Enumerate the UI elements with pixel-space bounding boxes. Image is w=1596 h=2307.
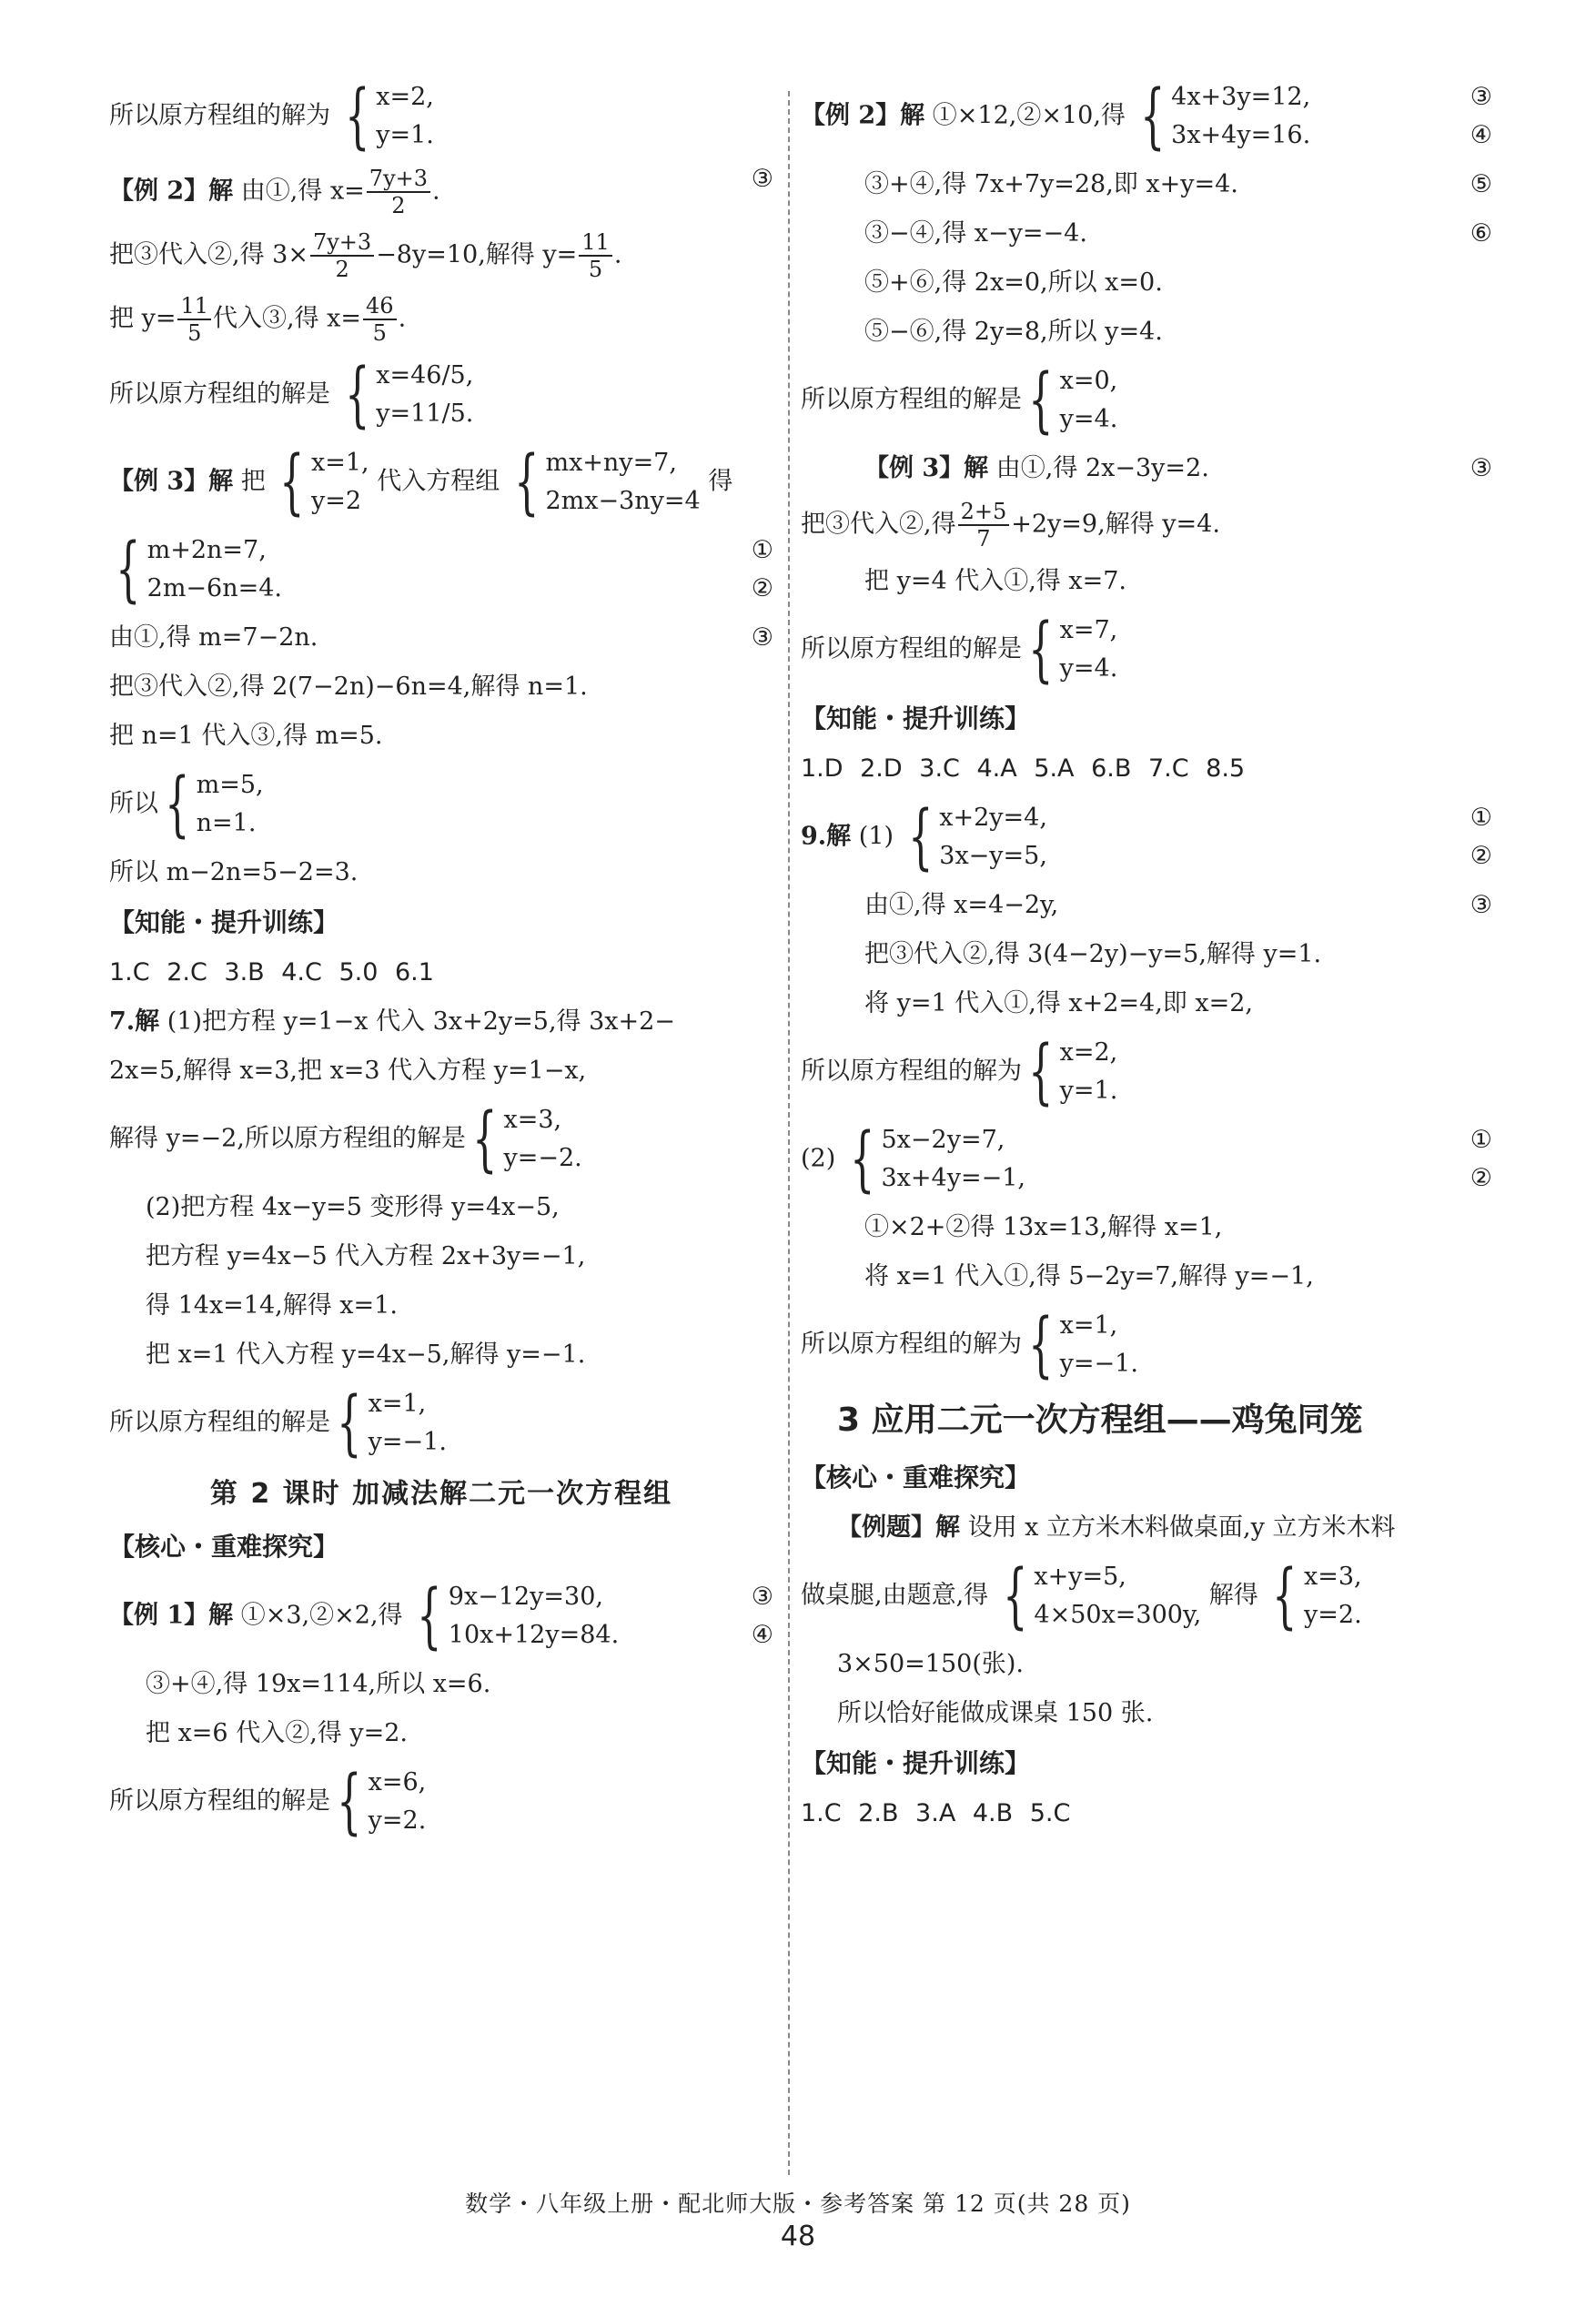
- text-segment: ③+④,得 19x=114,所以 x=6.: [146, 1670, 491, 1698]
- example-2-solution: [109, 351, 773, 439]
- text-segment: +2y=9,解得 y=4.: [1011, 510, 1220, 539]
- text-line: [801, 794, 1492, 881]
- brace-symbol: {: [279, 441, 305, 523]
- text-line: [109, 1573, 773, 1660]
- text-line: [801, 160, 1492, 209]
- text-segment: y=−1.: [368, 1428, 447, 1456]
- equation-system: [158, 766, 264, 843]
- section-heading: 【核心・重难探究】: [801, 1462, 1031, 1492]
- equation-system: [843, 1118, 1025, 1200]
- equation-number: [1470, 1121, 1492, 1198]
- solution-line: [109, 73, 773, 160]
- text-segment: ②: [1470, 1164, 1492, 1192]
- text-segment: x=3,: [503, 1106, 562, 1134]
- text-segment: 得 14x=14,解得 x=1.: [146, 1291, 398, 1320]
- text-segment: 由①,得 m=7−2n.: [109, 623, 318, 652]
- text-line: [801, 1301, 1492, 1389]
- text-segment: 5: [187, 320, 202, 346]
- lesson-title: 第 2 课时 加减法解二元一次方程组: [209, 1478, 673, 1510]
- text-segment: ①×3,②×2,得: [240, 1601, 403, 1630]
- text-segment: 由①,得 2x−3y=2.: [995, 454, 1209, 482]
- text-segment: y=1.: [376, 121, 434, 149]
- section-heading: 【知能・提升训练】: [801, 703, 1031, 734]
- text-segment: 把: [240, 467, 266, 496]
- text-segment: −8y=10,解得 y=: [376, 240, 578, 269]
- text-line: [109, 997, 773, 1047]
- text-segment: y=2.: [1304, 1601, 1362, 1629]
- text-segment: 设用 x 立方米木料做桌面,y 立方米木料: [967, 1513, 1396, 1542]
- text-segment: 所以原方程组的解是: [109, 1786, 330, 1816]
- equation-system: [508, 441, 701, 523]
- text-segment: y=11/5.: [376, 400, 474, 428]
- text-segment: 【例 3】解: [109, 467, 234, 496]
- brace-symbol: {: [344, 76, 370, 157]
- text-segment: ③: [1470, 454, 1492, 482]
- fraction: [363, 293, 397, 346]
- equation-number: [1470, 799, 1492, 875]
- equation-system: [1134, 78, 1311, 155]
- text-segment: 把 y=4 代入①,得 x=7.: [864, 567, 1126, 595]
- text-segment: x=1,: [1059, 1311, 1118, 1340]
- text-segment: ①×12,②×10,得: [932, 101, 1126, 130]
- answer-list: 1.C 2.B 3.A 4.B 5.C: [801, 1799, 1071, 1827]
- text-segment: y=2.: [368, 1806, 427, 1835]
- text-segment: ③: [751, 623, 773, 652]
- brace-symbol: {: [1028, 359, 1054, 441]
- equation-system: [1266, 1555, 1362, 1637]
- text-segment: 2: [391, 193, 406, 218]
- text-line: [801, 209, 1492, 258]
- brace-symbol: {: [513, 441, 540, 523]
- text-segment: 所以原方程组的解为: [109, 101, 330, 130]
- text-segment: ③: [751, 165, 773, 193]
- text-segment: y=4.: [1059, 405, 1118, 433]
- column-divider: [788, 91, 790, 2175]
- text-segment: ②: [1470, 842, 1492, 870]
- text-segment: 7y+3: [310, 229, 374, 257]
- answer-list: 1.D 2.D 3.C 4.A 5.A 6.B 7.C 8.5: [801, 754, 1246, 783]
- text-segment: 2x=5,解得 x=3,把 x=3 代入方程 y=1−x,: [109, 1057, 587, 1085]
- text-segment: (2): [801, 1144, 836, 1173]
- text-segment: 将 y=1 代入①,得 x+2=4,即 x=2,: [864, 989, 1253, 1017]
- text-line: [801, 606, 1492, 693]
- text-segment: ④: [1470, 121, 1492, 149]
- right-column: [801, 73, 1492, 1838]
- brace-symbol: {: [1028, 1031, 1054, 1113]
- text-line: [801, 444, 1492, 493]
- example-3-line-1: [109, 439, 773, 526]
- text-segment: ②: [751, 574, 773, 602]
- text-segment: 7.解: [109, 1007, 160, 1036]
- brace-symbol: {: [472, 1098, 498, 1180]
- text-segment: 3x+4y=−1,: [881, 1164, 1025, 1192]
- text-segment: 由①,得 x=: [240, 177, 365, 206]
- example-2-line-3: 把 y= $\frac{11}{5}$ 代入③,得 x= $\frac{46}{5}$ .: [109, 293, 407, 346]
- text-segment: x+2y=4,: [939, 804, 1047, 832]
- equation-number: [1470, 78, 1492, 155]
- fraction: [177, 293, 211, 346]
- text-segment: x=1,: [368, 1390, 427, 1418]
- text-segment: (1)把方程 y=1−x 代入 3x+2y=5,得 3x+2−: [167, 1007, 675, 1036]
- text-segment: 所以原方程组的解为: [801, 1057, 1022, 1086]
- text-segment: 代入③,得 x=: [213, 304, 362, 333]
- text-segment: 所以原方程组的解是: [109, 1408, 330, 1437]
- text-line: [801, 357, 1492, 444]
- equation-system: [1022, 1031, 1118, 1113]
- text-segment: 10x+12y=84.: [448, 1621, 620, 1649]
- equation-system: [338, 78, 434, 155]
- brace-symbol: {: [1139, 76, 1165, 157]
- section-heading: 【核心・重难探究】: [109, 1532, 339, 1562]
- text-segment: 3x−y=5,: [939, 842, 1047, 870]
- brace-symbol: {: [344, 354, 370, 436]
- text-segment: 把 x=6 代入②,得 y=2.: [146, 1719, 408, 1747]
- equation-system: [330, 1761, 427, 1843]
- equation-system: [273, 441, 369, 523]
- text-segment: 做桌腿,由题意,得: [801, 1581, 989, 1610]
- text-segment: 3x+4y=16.: [1171, 121, 1311, 149]
- text-segment: 把 y=: [109, 304, 177, 333]
- text-segment: ③: [1470, 891, 1492, 919]
- fraction: [579, 229, 612, 282]
- text-line: [109, 1096, 773, 1183]
- text-segment: 【例 2】解: [801, 101, 925, 130]
- text-segment: x=3,: [1304, 1563, 1362, 1591]
- equation-system: [1022, 609, 1118, 691]
- fraction: [310, 229, 374, 282]
- text-segment: m=5,: [196, 771, 264, 799]
- text-segment: 把方程 y=4x−5 代入方程 2x+3y=−1,: [146, 1242, 586, 1270]
- text-segment: ⑤−⑥,得 2y=8,所以 y=4.: [864, 318, 1163, 346]
- text-segment: ⑤: [1470, 170, 1492, 198]
- equation-system: [109, 529, 282, 611]
- brace-symbol: {: [1002, 1555, 1028, 1637]
- text-segment: x=2,: [376, 83, 434, 111]
- brace-symbol: {: [1028, 609, 1054, 691]
- text-segment: x=1,: [311, 449, 369, 477]
- text-segment: 将 x=1 代入①,得 5−2y=7,解得 y=−1,: [864, 1262, 1314, 1290]
- text-segment: ⑥: [1470, 219, 1492, 248]
- text-segment: 所以 m−2n=5−2=3.: [109, 858, 359, 886]
- text-segment: y=1.: [1059, 1077, 1118, 1105]
- text-segment: 2mx−3ny=4: [545, 487, 701, 515]
- text-segment: 2: [335, 257, 349, 282]
- text-segment: 把③代入②,得: [801, 510, 956, 539]
- text-segment: 所以原方程组的解为: [801, 1330, 1022, 1359]
- text-line: [801, 1116, 1492, 1203]
- text-segment: 3×50=150(张).: [837, 1650, 1024, 1678]
- page-footer: 数学・八年级上册・配北师大版・参考答案 第 12 页(共 28 页): [465, 2191, 1131, 2217]
- text-segment: m+2n=7,: [146, 536, 267, 564]
- equation-system: [902, 796, 1047, 878]
- equation-number: [752, 531, 773, 608]
- text-segment: 把 n=1 代入③,得 m=5.: [109, 722, 383, 750]
- text-segment: 代入方程组: [377, 467, 500, 496]
- text-line: [109, 761, 773, 848]
- brace-symbol: {: [907, 796, 934, 878]
- brace-symbol: {: [337, 1382, 362, 1464]
- text-segment: 【例题】解: [837, 1513, 960, 1542]
- text-segment: ①×2+②得 13x=13,解得 x=1,: [864, 1213, 1223, 1241]
- equation-system: [410, 1575, 620, 1657]
- text-segment: ③: [751, 1583, 773, 1611]
- text-line: [801, 493, 1492, 557]
- brace-symbol: {: [850, 1118, 875, 1200]
- left-column: [109, 73, 773, 1846]
- text-segment: y=−2.: [503, 1144, 582, 1172]
- text-segment: 4x+3y=12,: [1171, 83, 1311, 111]
- text-segment: mx+ny=7,: [545, 449, 677, 477]
- text-line: [801, 1028, 1492, 1116]
- answer-list: 1.C 2.C 3.B 4.C 5.0 6.1: [109, 958, 434, 987]
- text-segment: 所以原方程组的解是: [109, 379, 330, 409]
- text-line: [109, 1380, 773, 1467]
- page-number: 48: [780, 2221, 816, 2252]
- text-segment: ⑤+⑥,得 2x=0,所以 x=0.: [864, 268, 1163, 297]
- text-segment: 11: [177, 293, 211, 320]
- section-title: 3 应用二元一次方程组——鸡兔同笼: [837, 1401, 1363, 1439]
- text-segment: 9x−12y=30,: [448, 1583, 603, 1611]
- equation-system: [1022, 359, 1118, 441]
- text-segment: 把③代入②,得 3(4−2y)−y=5,解得 y=1.: [864, 940, 1322, 968]
- text-segment: 所以原方程组的解是: [801, 634, 1022, 663]
- example-3-system: [109, 526, 773, 613]
- text-segment: 2m−6n=4.: [146, 574, 282, 602]
- brace-symbol: {: [165, 764, 190, 845]
- text-segment: 7y+3: [367, 166, 430, 193]
- brace-symbol: {: [417, 1575, 442, 1657]
- equation-number: [752, 1578, 773, 1654]
- text-segment: ③−④,得 x−y=−4.: [864, 219, 1087, 248]
- text-line: [801, 1503, 1492, 1553]
- text-segment: 7: [976, 526, 991, 551]
- brace-symbol: {: [116, 529, 141, 611]
- section-heading: 【知能・提升训练】: [801, 1748, 1031, 1778]
- text-segment: 把③代入②,得 3×: [109, 240, 308, 269]
- text-segment: x=6,: [368, 1768, 427, 1796]
- text-segment: 所以恰好能做成课桌 150 张.: [837, 1699, 1154, 1727]
- brace-symbol: {: [1028, 1304, 1054, 1386]
- text-segment: x=46/5,: [376, 361, 474, 390]
- text-segment: 5: [372, 320, 387, 346]
- text-segment: x=0,: [1059, 367, 1118, 395]
- text-segment: 解得: [1208, 1581, 1258, 1610]
- equation-system: [1022, 1304, 1138, 1386]
- text-segment: 11: [579, 229, 612, 257]
- text-segment: 解得 y=−2,所以原方程组的解是: [109, 1124, 466, 1153]
- brace-symbol: {: [1272, 1555, 1298, 1637]
- text-line: [801, 73, 1492, 160]
- equation-system: [996, 1555, 1202, 1637]
- text-segment: x=2,: [1059, 1038, 1118, 1067]
- text-segment: 得: [708, 467, 733, 496]
- text-segment: y=4.: [1059, 654, 1118, 683]
- example-2-line-1: 【例 2】解 由①,得 x= $\frac{7y+3}{2}$ . ③: [109, 160, 773, 224]
- text-segment: ①: [751, 536, 773, 564]
- text-segment: 由①,得 x=4−2y,: [864, 891, 1059, 919]
- example-label: 【例 2】解: [109, 177, 234, 206]
- text-segment: (1): [858, 822, 894, 851]
- text-segment: 【例 1】解: [109, 1601, 234, 1630]
- fraction: [958, 499, 1010, 551]
- text-segment: y=2: [311, 487, 362, 515]
- section-heading: 【知能・提升训练】: [109, 907, 339, 937]
- text-segment: 所以原方程组的解是: [801, 385, 1022, 414]
- example-2-line-2: 把③代入②,得 3× $\frac{7y+3}{2}$ −8y=10,解得 y= $\frac{11}{5}$ .: [109, 229, 622, 282]
- equation-system: [466, 1098, 582, 1180]
- equation-system: [330, 1382, 447, 1464]
- text-segment: 4×50x=300y,: [1034, 1601, 1202, 1629]
- text-segment: ④: [751, 1621, 773, 1649]
- text-segment: 5: [588, 257, 603, 282]
- text-segment: 【例 3】解: [864, 454, 989, 482]
- text-segment: 把 x=1 代入方程 y=4x−5,解得 y=−1.: [146, 1341, 586, 1369]
- text-line: [109, 1758, 773, 1846]
- text-line: [801, 881, 1492, 930]
- text-segment: 5x−2y=7,: [881, 1126, 1005, 1154]
- fraction: [367, 166, 430, 218]
- text-segment: x=7,: [1059, 616, 1118, 644]
- text-segment: ①: [1470, 804, 1492, 832]
- text-segment: y=−1.: [1059, 1350, 1138, 1378]
- text-segment: (2)把方程 4x−y=5 变形得 y=4x−5,: [146, 1193, 560, 1221]
- text-segment: ③+④,得 7x+7y=28,即 x+y=4.: [864, 170, 1238, 198]
- text-line: [801, 1553, 1492, 1640]
- text-segment: 9.解: [801, 822, 852, 851]
- text-segment: ①: [1470, 1126, 1492, 1154]
- brace-symbol: {: [337, 1761, 362, 1843]
- text-segment: 所以: [109, 789, 158, 818]
- text-segment: 46: [363, 293, 397, 320]
- text-segment: x+y=5,: [1034, 1563, 1126, 1591]
- text-segment: 2+5: [958, 499, 1010, 526]
- text-line: [109, 613, 773, 663]
- equation-system: [338, 354, 474, 436]
- text-segment: n=1.: [196, 809, 257, 837]
- text-segment: ③: [1470, 83, 1492, 111]
- text-segment: 把③代入②,得 2(7−2n)−6n=4,解得 n=1.: [109, 673, 588, 701]
